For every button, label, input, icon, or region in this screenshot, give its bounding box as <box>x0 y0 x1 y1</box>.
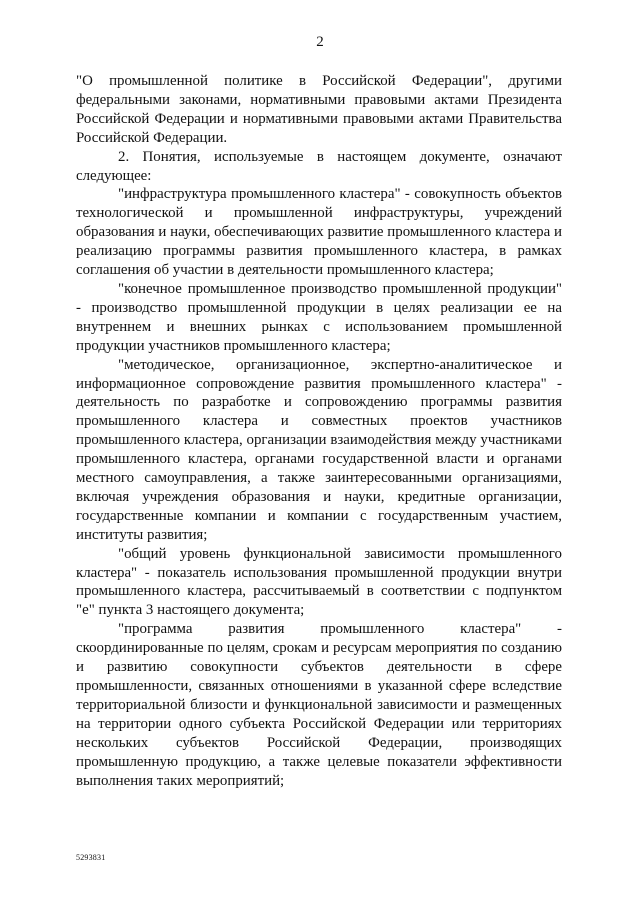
paragraph-definition-infrastructure: "инфраструктура промышленного кластера" - совокупность объектов технологической и промышленной инфраструктуры, учреждений образования и науки, обеспечивающих развитие промышленного кластера и реализацию программы развития промышленного кластера, в рамках соглашения об участии в деятельности промышленного кластера; <box>76 186 562 279</box>
paragraph-definitions-intro: 2. Понятия, используемые в настоящем документе, означают следующее: <box>76 148 562 184</box>
paragraph-definition-development-program: "программа развития промышленного кластера" - скоординированные по целям, срокам и ресурсам мероприятия по созданию и развитию совокупности субъектов деятельности в сфере промышленности, связанных отношениями в указанной сфере вследствие территориальной близости и функциональной зависимости и размещенных на территории одного субъекта Российской Федерации или территориях нескольких субъектов Российской Федерации, производящих промышленную продукцию, а также целевые показатели эффективности выполнения таких мероприятий; <box>76 621 562 789</box>
paragraph-definition-dependency-level: "общий уровень функциональной зависимости промышленного кластера" - показатель использования промышленной продукции внутри промышленного кластера, рассчитываемый в соответствии с подпунктом "е" пункта 3 настоящего документа; <box>76 545 562 619</box>
paragraph-definition-support: "методическое, организационное, экспертно-аналитическое и информационное сопровождение развития промышленного кластера" - деятельность по разработке и сопровождению программы развития промышленного кластера и совместных проектов участников промышленного кластера, организации взаимодействия между участниками промышленного кластера, органами государственной власти и органами местного самоуправления, а также заинтересованными организациями, включая учреждения образования и науки, кредитные организации, государственные компании и компании с государственным участием, институты развития; <box>76 356 562 543</box>
document-id: 5293831 <box>76 853 106 862</box>
document-body <box>76 72 562 790</box>
paragraph-law-reference: "О промышленной политике в Российской Федерации", другими федеральными законами, нормативными правовыми актами Президента Российской Федерации и нормативными правовыми актами Правительства Российской Федерации. <box>76 73 562 146</box>
paragraph-definition-final-production: "конечное промышленное производство промышленной продукции" - производство промышленной продукции в целях реализации ее на внутреннем и внешних рынках с использованием промышленной продукции участников промышленного кластера; <box>76 280 562 354</box>
page-number: 2 <box>316 34 324 50</box>
